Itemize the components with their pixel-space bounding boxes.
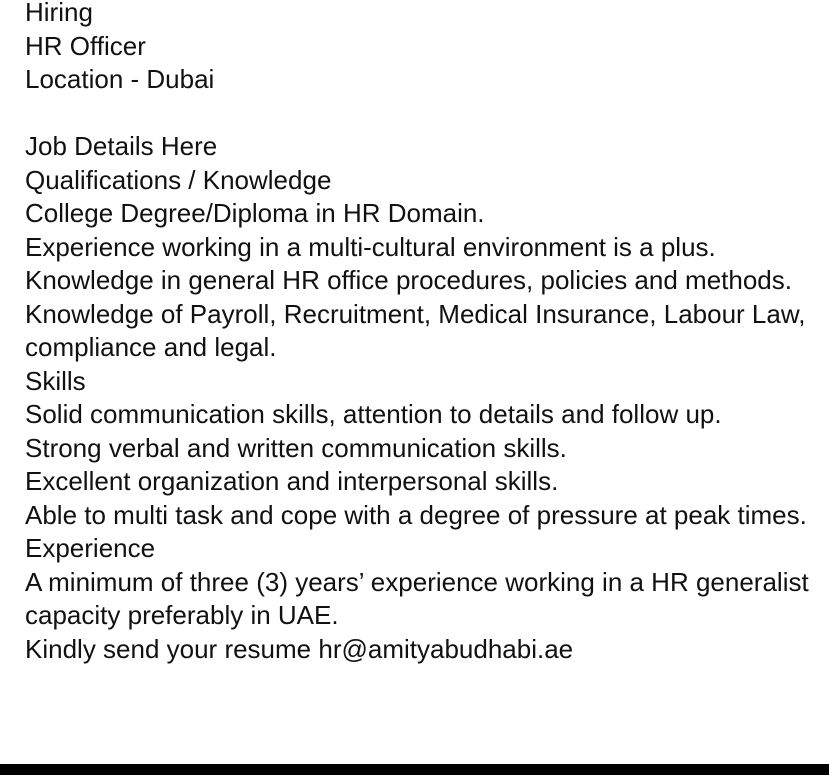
note-line-resume-email: Kindly send your resume hr@amityabudhabi.ae [25,633,574,664]
note-line-payroll: Knowledge of Payroll, Recruitment, Medical Insurance, Labour Law, compliance and legal. [25,298,813,362]
note-line-qualifications-heading: Qualifications / Knowledge [25,164,332,195]
note-line-degree: College Degree/Diploma in HR Domain. [25,198,485,228]
note-line-organization: Excellent organization and interpersonal skills. [25,466,559,496]
note-line-location: Location - Dubai [25,64,215,94]
note-line-experience-heading: Experience [25,533,156,563]
note-line-multitask: Able to multi task and cope with a degree of pressure at peak times. [25,499,807,530]
note-line-job-details: Job Details Here [25,131,218,161]
note-line-skills-heading: Skills [25,365,86,396]
note-line-multicultural: Experience working in a multi-cultural environment is a plus. [25,231,716,262]
note-line-communication: Solid communication skills, attention to details and follow up. [25,399,722,429]
note-line-blank [25,97,825,131]
note-line-verbal-written: Strong verbal and written communication skills. [25,432,567,463]
note-line-hiring: Hiring [25,0,93,27]
note-line-min-experience: A minimum of three (3) years’ experience working in a HR generalist capacity preferably in UAE. [25,566,816,630]
job-posting-text [25,0,825,666]
note-line-hr-procedures: Knowledge in general HR office procedures, policies and methods. [25,265,792,295]
note-line-position: HR Officer [25,30,146,61]
